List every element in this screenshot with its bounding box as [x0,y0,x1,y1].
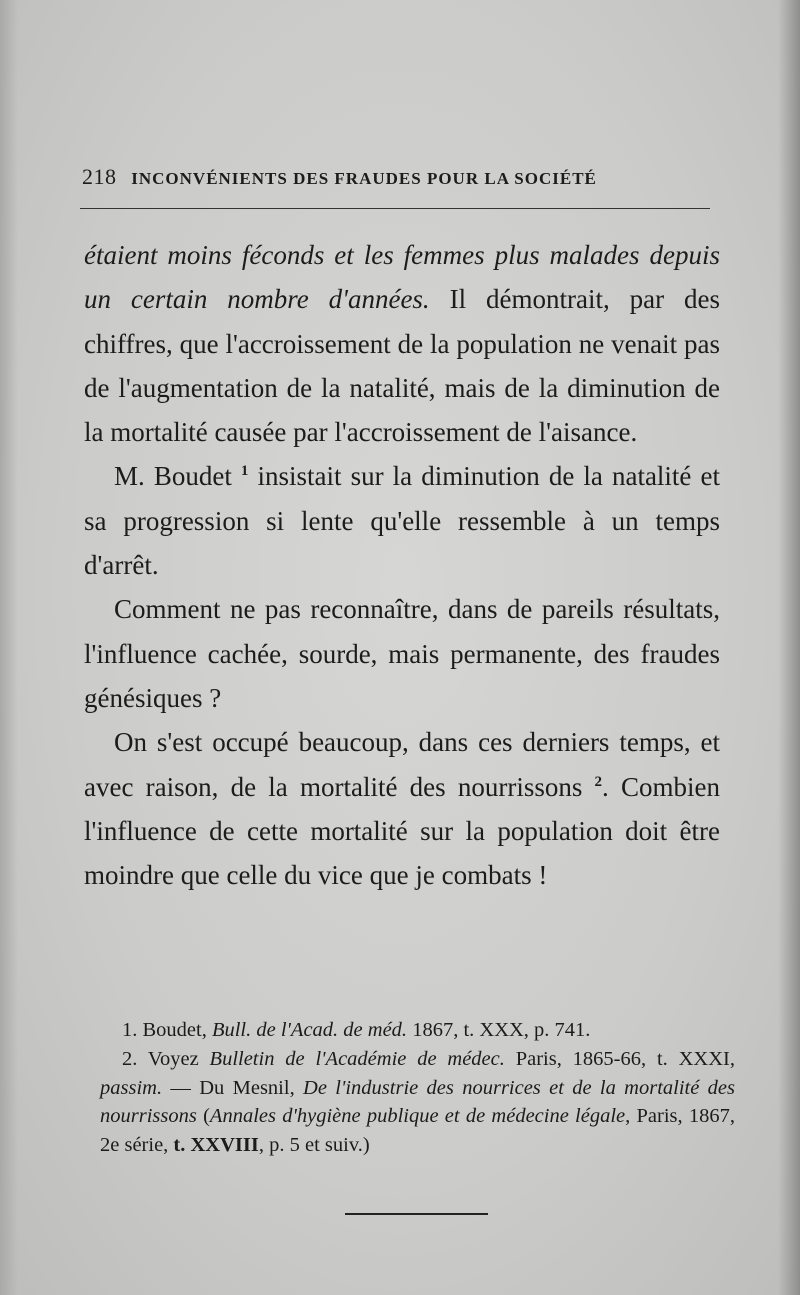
footnote-2-passim: passim. [100,1076,163,1099]
footnote-1-reference: 1867, t. XXX, p. 741. [407,1019,591,1041]
running-title: INCONVÉNIENTS DES FRAUDES POUR LA SOCIÉTÉ [131,169,597,188]
paragraph-2 [84,454,720,587]
footnote-1-source: Bull. de l'Acad. de méd. [211,1019,408,1041]
page-number: 218 [82,164,117,189]
paragraph-4-text-a: On s'est occupé beaucoup, dans ces derniers temps, et avec raison, de la mortalité des nourrissons [84,727,720,802]
paragraph-4 [84,720,720,897]
footnote-2-volume: t. XXVIII [173,1134,259,1157]
footnote-2-text-g: ( [196,1105,210,1128]
page-gutter-shadow [0,0,18,1295]
footnote-2-text-e: — Du Mesnil, [162,1076,304,1099]
paragraph-4-text-b: . Combien l'influence de cette mortalité sur la population doit être moindre que celle du vice que je combats ! [84,771,720,891]
footnote-2-work-title: De l'industrie des nourrices et de la mortalité des nourrissons [100,1076,736,1128]
paragraph-3: Comment ne pas reconnaître, dans de pareils résultats, l'influence cachée, sourde, mais permanente, des fraudes génésiques ? [84,594,720,713]
footnote-2-text-i: , Paris, 1867, 2e série, [100,1105,736,1157]
main-text [84,233,720,897]
footnote-2-text-c: Paris, 1865-66, t. XXXI, [504,1047,735,1070]
paragraph-2-text-a: M. Boudet [114,461,241,492]
footnote-1-number: 1. [122,1019,138,1041]
paragraph-1 [84,233,720,454]
footnote-1 [100,1016,735,1045]
end-rule [345,1213,488,1215]
page-edge-shadow [778,0,800,1295]
footnote-ref-2: 2 [594,773,603,790]
footnote-1-author: Boudet, [137,1019,212,1041]
footnote-2-text-a: Voyez [137,1047,210,1070]
footnotes [100,1016,735,1160]
footnote-ref-1: 1 [240,463,249,480]
header-rule [80,208,710,209]
footnote-2-bulletin: Bulletin de l'Académie de médec. [209,1047,505,1070]
running-header [82,164,710,190]
paragraph-1-text: Il démontrait, par des chiffres, que l'accroissement de la population ne venait pas de l'augmentation de la natalité, mais de la diminution de la mortalité causée par l'accroissement de l'aisance. [84,284,720,448]
italic-passage: étaient moins féconds et les femmes plus malades depuis un certain nombre d'années. [84,240,720,315]
footnote-2 [100,1045,735,1160]
footnote-2-annales: Annales d'hygiène publique et de médecine légale [209,1105,626,1128]
footnote-2-number: 2. [122,1047,138,1070]
footnote-2-text-k: , p. 5 et suiv.) [258,1134,370,1157]
paragraph-2-text-b: insistait sur la diminution de la natalité et sa progression si lente qu'elle ressemble à un temps d'arrêt. [84,461,720,581]
